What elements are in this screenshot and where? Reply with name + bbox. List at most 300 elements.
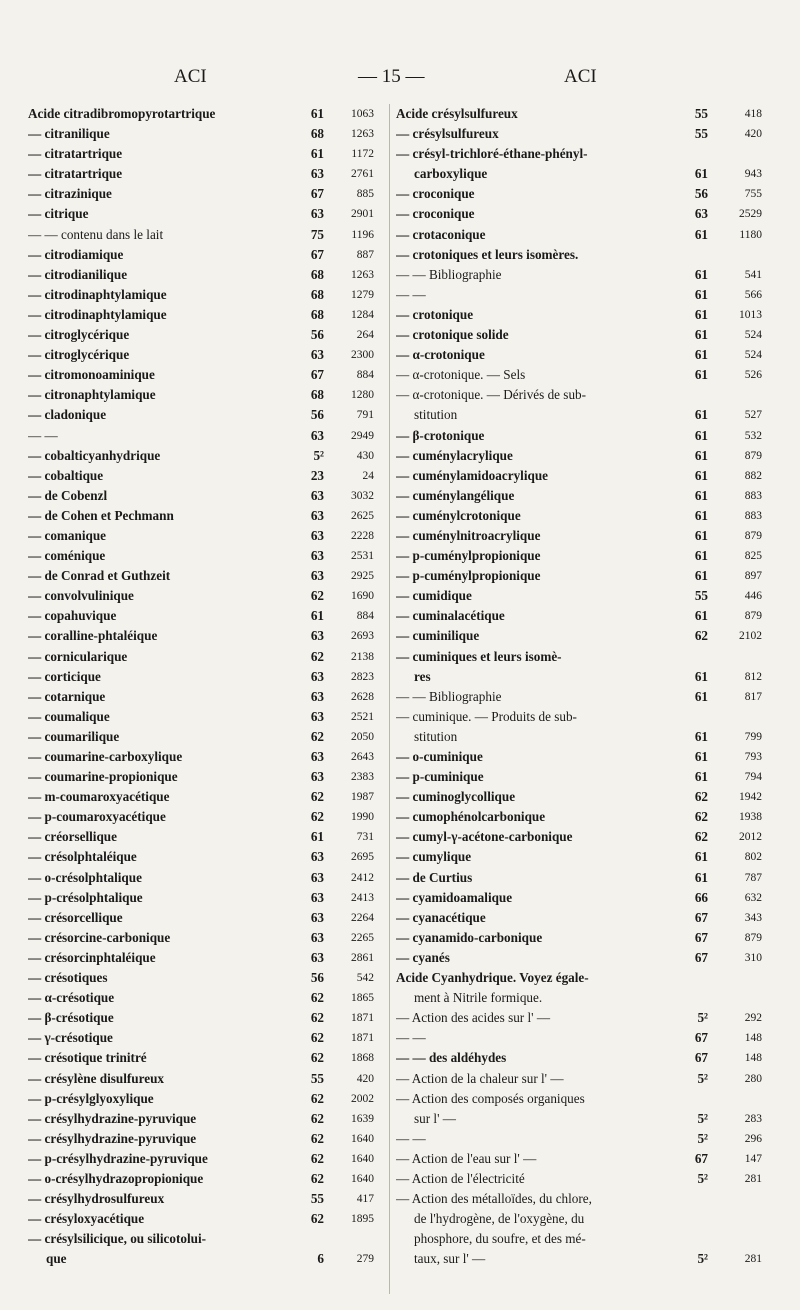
entry-volume: 63	[310, 889, 324, 905]
entry-page: 1280	[351, 389, 374, 402]
index-entry	[396, 285, 772, 305]
entry-name: — coumarilique	[28, 728, 120, 744]
index-entry	[28, 948, 386, 968]
entry-page: 2002	[351, 1092, 374, 1105]
entry-name: — cumidique	[396, 588, 472, 604]
entry-volume: 66	[694, 889, 708, 905]
entry-page: 812	[744, 670, 762, 683]
entry-name: — p-cuménylpropionique	[396, 568, 541, 584]
index-entry	[28, 1048, 386, 1068]
index-entry	[28, 647, 386, 667]
entry-name: — cumyl-γ-acétone-carbonique	[396, 829, 573, 845]
entry-name: — cuménylacrylique	[396, 447, 513, 463]
entry-page: 2761	[351, 168, 374, 181]
entry-volume: 62	[310, 1050, 324, 1066]
index-entry	[28, 727, 386, 747]
entry-page: 755	[744, 188, 762, 201]
index-entry	[396, 1149, 772, 1169]
entry-volume: 62	[310, 1211, 324, 1227]
entry-volume: 55	[694, 126, 708, 142]
entry-page: 884	[356, 369, 374, 382]
entry-volume: 68	[310, 286, 324, 302]
index-entry	[396, 245, 772, 265]
entry-page: 1172	[351, 148, 374, 161]
entry-volume: 63	[310, 849, 324, 865]
entry-name: — cuminilique	[396, 628, 480, 644]
entry-volume: 62	[694, 628, 708, 644]
entry-name: — crésolphtaléique	[28, 849, 137, 865]
entry-page: 2531	[351, 550, 374, 563]
index-entry	[28, 1109, 386, 1129]
entry-page: 1284	[351, 308, 374, 321]
index-entry	[396, 144, 772, 164]
entry-page: 825	[744, 550, 762, 563]
entry-name: — citrodianilique	[28, 266, 128, 282]
entry-name: — cuménylamidoacrylique	[396, 467, 549, 483]
entry-page: 1640	[351, 1152, 374, 1165]
entry-name: — Action de l'eau sur l' —	[396, 1150, 537, 1166]
entry-name: — cuminique. — Produits de sub-	[396, 708, 577, 724]
index-entry	[28, 265, 386, 285]
entry-name: — croconique	[396, 186, 475, 202]
entry-page: 524	[744, 329, 762, 342]
index-entry	[28, 305, 386, 325]
index-entry	[28, 566, 386, 586]
index-entry	[28, 1189, 386, 1209]
entry-volume: 63	[310, 628, 324, 644]
entry-name: — citrazinique	[28, 186, 112, 202]
entry-page: 1938	[739, 811, 762, 824]
entry-volume: 63	[310, 949, 324, 965]
entry-page: 1895	[351, 1213, 374, 1226]
index-entry	[396, 948, 772, 968]
entry-volume: 61	[694, 447, 708, 463]
index-entry	[396, 184, 772, 204]
entry-volume: 62	[310, 990, 324, 1006]
entry-page: 420	[356, 1072, 374, 1085]
entry-name: — cobalticyanhydrique	[28, 447, 161, 463]
entry-page: 1942	[739, 791, 762, 804]
entry-page: 2529	[739, 208, 762, 221]
entry-volume: 6	[317, 1251, 324, 1267]
entry-volume: 63	[310, 869, 324, 885]
entry-volume: 63	[310, 568, 324, 584]
index-entry	[28, 365, 386, 385]
entry-name: — crésotique trinitré	[28, 1050, 147, 1066]
entry-volume: 61	[310, 106, 324, 121]
entry-volume: 5²	[697, 1010, 708, 1026]
index-entry	[28, 426, 386, 446]
index-entry	[28, 325, 386, 345]
entry-volume: 62	[310, 1010, 324, 1026]
entry-volume: 61	[694, 286, 708, 302]
entry-name: — citroglycérique	[28, 327, 130, 343]
index-entry	[28, 847, 386, 867]
index-entry	[396, 868, 772, 888]
index-entry	[28, 787, 386, 807]
entry-name: — cuménylnitroacrylique	[396, 527, 541, 543]
entry-volume: 23	[310, 467, 324, 483]
entry-name: — cladonique	[28, 407, 107, 423]
entry-volume: 63	[310, 427, 324, 443]
index-entry	[28, 807, 386, 827]
entry-volume: 67	[310, 246, 324, 262]
index-entry	[28, 486, 386, 506]
entry-volume: 67	[694, 949, 708, 965]
entry-page: 1063	[351, 108, 374, 120]
index-entry	[396, 1169, 772, 1189]
entry-name: — —	[396, 286, 426, 302]
index-entry	[396, 486, 772, 506]
entry-page: 2012	[739, 831, 762, 844]
entry-name: — coralline-phtaléique	[28, 628, 158, 644]
entry-volume: 61	[694, 869, 708, 885]
entry-name: — créorsellique	[28, 829, 117, 845]
entry-page: 1987	[351, 791, 374, 804]
entry-name: — cuminoglycollique	[396, 789, 516, 805]
entry-volume: 62	[694, 789, 708, 805]
entry-page: 2949	[351, 429, 374, 442]
entry-page: 1639	[351, 1112, 374, 1125]
index-entry	[28, 1129, 386, 1149]
entry-volume: 63	[310, 909, 324, 925]
index-entry	[28, 747, 386, 767]
index-entry	[28, 124, 386, 144]
entry-volume: 61	[310, 829, 324, 845]
index-entry	[396, 1028, 772, 1048]
entry-name: — p-crésylglyoxylique	[28, 1090, 154, 1106]
entry-name: — citroglycérique	[28, 347, 130, 363]
entry-name: — citrique	[28, 206, 89, 222]
index-entry	[28, 164, 386, 184]
entry-name: — cuménylangélique	[396, 487, 515, 503]
index-entry	[396, 606, 772, 626]
index-entry	[28, 626, 386, 646]
entry-volume: 55	[310, 1070, 324, 1086]
entry-volume: 62	[310, 809, 324, 825]
entry-page: 526	[744, 369, 762, 382]
entry-volume: 63	[310, 527, 324, 543]
entry-name: — cumylique	[396, 849, 472, 865]
entry-name: stitution	[414, 407, 458, 423]
entry-volume: 61	[310, 146, 324, 162]
entry-name: Acide crésylsulfureux	[396, 106, 518, 121]
entry-page: 1013	[739, 308, 762, 321]
index-entry	[28, 446, 386, 466]
index-entry	[396, 888, 772, 908]
entry-name: — de Cobenzl	[28, 487, 108, 503]
entry-volume: 61	[694, 568, 708, 584]
entry-volume: 67	[694, 1050, 708, 1066]
entry-page: 885	[356, 188, 374, 201]
entry-name: — Action des acides sur l' —	[396, 1010, 551, 1026]
entry-volume: 62	[310, 1170, 324, 1186]
entry-volume: 61	[694, 487, 708, 503]
entry-volume: 62	[310, 1030, 324, 1046]
index-entry	[396, 426, 772, 446]
entry-page: 2861	[351, 951, 374, 964]
entry-volume: 61	[694, 306, 708, 322]
entry-page: 1990	[351, 811, 374, 824]
index-entry	[396, 345, 772, 365]
entry-page: 420	[744, 128, 762, 141]
index-entry	[28, 928, 386, 948]
entry-volume: 55	[310, 1191, 324, 1207]
entry-page: 1871	[351, 1012, 374, 1025]
entry-page: 802	[744, 851, 762, 864]
index-entry	[396, 928, 772, 948]
entry-page: 527	[744, 409, 762, 422]
index-entry	[28, 868, 386, 888]
index-entry	[28, 606, 386, 626]
index-entry	[396, 506, 772, 526]
index-entry	[396, 526, 772, 546]
entry-page: 283	[744, 1112, 762, 1125]
index-entry	[396, 827, 772, 847]
index-entry	[396, 546, 772, 566]
entry-volume: 75	[310, 226, 324, 242]
entry-volume: 56	[310, 970, 324, 986]
index-entry	[396, 265, 772, 285]
index-entry	[28, 1069, 386, 1089]
entry-volume: 62	[310, 1090, 324, 1106]
header-right-heading: ACI	[564, 66, 597, 87]
entry-page: 1196	[351, 228, 374, 241]
entry-volume: 61	[694, 769, 708, 785]
entry-volume: 61	[694, 327, 708, 343]
index-entry	[396, 787, 772, 807]
entry-page: 281	[744, 1253, 762, 1266]
header-left-heading: ACI	[174, 66, 207, 87]
index-entry	[28, 285, 386, 305]
index-entry	[396, 626, 772, 646]
entry-volume: 61	[694, 407, 708, 423]
index-column-right	[396, 104, 772, 1269]
index-entry	[28, 526, 386, 546]
index-entry	[28, 1089, 386, 1109]
entry-page: 943	[744, 168, 762, 181]
index-entry	[396, 1229, 772, 1249]
entry-page: 280	[744, 1072, 762, 1085]
entry-volume: 5²	[697, 1130, 708, 1146]
entry-page: 343	[744, 911, 762, 924]
entry-name: — Action de l'électricité	[396, 1170, 525, 1186]
entry-volume: 62	[310, 1110, 324, 1126]
entry-volume: 56	[694, 186, 708, 202]
entry-page: 3032	[351, 489, 374, 502]
index-entry	[28, 1169, 386, 1189]
entry-name: — o-crésolphtalique	[28, 869, 142, 885]
index-entry	[396, 1129, 772, 1149]
entry-page: 882	[744, 469, 762, 482]
entry-volume: 63	[310, 668, 324, 684]
page-number: — 15 —	[358, 66, 425, 87]
entry-name: — cobaltique	[28, 467, 104, 483]
page-header	[0, 66, 800, 96]
index-entry	[396, 1189, 772, 1209]
index-entry	[28, 546, 386, 566]
entry-page: 417	[356, 1193, 374, 1206]
entry-page: 883	[744, 509, 762, 522]
entry-volume: 61	[694, 166, 708, 182]
index-entry	[28, 1028, 386, 1048]
index-entry	[396, 385, 772, 405]
entry-page: 2625	[351, 509, 374, 522]
entry-name: — crésyloxyacétique	[28, 1211, 145, 1227]
entry-name: — cuménylcrotonique	[396, 507, 521, 523]
index-entry	[28, 586, 386, 606]
index-entry	[396, 405, 772, 425]
index-entry	[396, 566, 772, 586]
index-entry	[28, 345, 386, 365]
index-entry	[396, 325, 772, 345]
entry-page: 296	[744, 1132, 762, 1145]
entry-volume: 63	[310, 487, 324, 503]
entry-name: — —	[28, 427, 58, 443]
entry-page: 430	[356, 449, 374, 462]
entry-page: 1640	[351, 1132, 374, 1145]
entry-name: — p-coumaroxyacétique	[28, 809, 166, 825]
index-entry	[396, 1109, 772, 1129]
index-entry	[28, 385, 386, 405]
entry-name: — α-crésotique	[28, 990, 115, 1006]
entry-volume: 61	[310, 608, 324, 624]
index-entry	[28, 687, 386, 707]
index-entry	[28, 1008, 386, 1028]
entry-page: 883	[744, 489, 762, 502]
entry-name: — p-crésolphtalique	[28, 889, 143, 905]
entry-name: — Action des composés organiques	[396, 1090, 585, 1106]
entry-page: 879	[744, 529, 762, 542]
entry-page: 1871	[351, 1032, 374, 1045]
entry-volume: 63	[694, 206, 708, 222]
index-entry	[28, 204, 386, 224]
entry-volume: 56	[310, 407, 324, 423]
entry-volume: 62	[310, 648, 324, 664]
entry-page: 897	[744, 570, 762, 583]
index-entry	[396, 204, 772, 224]
entry-name: — citrodinaphtylamique	[28, 286, 167, 302]
entry-page: 148	[744, 1032, 762, 1045]
entry-name: — m-coumaroxyacétique	[28, 789, 170, 805]
entry-name: — citronaphtylamique	[28, 387, 156, 403]
entry-page: 446	[744, 590, 762, 603]
entry-name: — β-crotonique	[396, 427, 485, 443]
entry-page: 1640	[351, 1172, 374, 1185]
entry-volume: 5²	[697, 1170, 708, 1186]
entry-name: — citrodinaphtylamique	[28, 306, 167, 322]
entry-volume: 61	[694, 608, 708, 624]
entry-page: 2412	[351, 871, 374, 884]
entry-name: que	[46, 1251, 67, 1267]
index-entry	[28, 104, 386, 124]
index-entry	[396, 586, 772, 606]
entry-name: — citratartrique	[28, 146, 123, 162]
entry-volume: 61	[694, 347, 708, 363]
entry-page: 418	[744, 108, 762, 120]
entry-page: 281	[744, 1172, 762, 1185]
index-entry	[396, 727, 772, 747]
entry-name: sur l' —	[414, 1110, 456, 1126]
entry-name: — cotarnique	[28, 688, 106, 704]
entry-name: — crésylène disulfureux	[28, 1070, 165, 1086]
entry-name: — γ-crésotique	[28, 1030, 113, 1046]
entry-name: — citratartrique	[28, 166, 123, 182]
entry-page: 1180	[739, 228, 762, 241]
entry-page: 279	[356, 1253, 374, 1266]
index-entry	[396, 1008, 772, 1028]
entry-name: — —	[396, 1130, 426, 1146]
index-entry	[28, 707, 386, 727]
entry-name: — crésylhydrazine-pyruvique	[28, 1110, 197, 1126]
entry-page: 1263	[351, 128, 374, 141]
entry-volume: 61	[694, 427, 708, 443]
entry-name: — coumarine-propionique	[28, 769, 178, 785]
entry-volume: 63	[310, 749, 324, 764]
index-entry	[396, 707, 772, 727]
entry-page: 2643	[351, 751, 374, 763]
index-entry	[28, 1149, 386, 1169]
entry-page: 2925	[351, 570, 374, 583]
entry-name: taux, sur l' —	[414, 1251, 486, 1267]
entry-name: — crésorcinphtaléique	[28, 949, 156, 965]
entry-volume: 56	[310, 327, 324, 343]
index-entry	[396, 446, 772, 466]
entry-name: — β-crésotique	[28, 1010, 114, 1026]
entry-volume: 61	[694, 728, 708, 744]
index-entry	[28, 405, 386, 425]
index-entry	[28, 1209, 386, 1229]
index-entry	[396, 988, 772, 1008]
entry-volume: 5²	[697, 1251, 708, 1267]
entry-name: — cyanamido-carbonique	[396, 929, 543, 945]
entry-volume: 62	[310, 1150, 324, 1166]
entry-page: 1263	[351, 268, 374, 281]
entry-volume: 63	[310, 688, 324, 704]
entry-volume: 63	[310, 347, 324, 363]
entry-volume: 61	[694, 548, 708, 564]
index-entry	[396, 968, 772, 988]
entry-name: — — des aldéhydes	[396, 1050, 507, 1066]
entry-page: 879	[744, 449, 762, 462]
entry-name: — —	[396, 1030, 426, 1046]
entry-volume: 61	[694, 226, 708, 242]
entry-name: — cyamidoamalique	[396, 889, 513, 905]
index-entry	[396, 164, 772, 184]
entry-page: 817	[744, 690, 762, 703]
entry-volume: 61	[694, 688, 708, 704]
entry-page: 884	[356, 610, 374, 623]
entry-name: — Action des métalloïdes, du chlore,	[396, 1191, 592, 1207]
entry-page: 264	[356, 329, 374, 342]
index-entry	[396, 124, 772, 144]
entry-name: — α-crotonique. — Sels	[396, 367, 526, 383]
index-entry	[28, 968, 386, 988]
index-entry	[28, 225, 386, 245]
index-entry	[396, 466, 772, 486]
entry-volume: 61	[694, 749, 708, 764]
index-entry	[396, 1249, 772, 1269]
entry-page: 2901	[351, 208, 374, 221]
entry-page: 1279	[351, 288, 374, 301]
entry-name: de l'hydrogène, de l'oxygène, du	[414, 1211, 585, 1227]
entry-name: — convolvulinique	[28, 588, 134, 604]
index-entry	[396, 667, 772, 687]
entry-volume: 55	[694, 106, 708, 121]
index-column-left	[28, 104, 386, 1269]
entry-volume: 62	[310, 789, 324, 805]
entry-volume: 61	[694, 266, 708, 282]
